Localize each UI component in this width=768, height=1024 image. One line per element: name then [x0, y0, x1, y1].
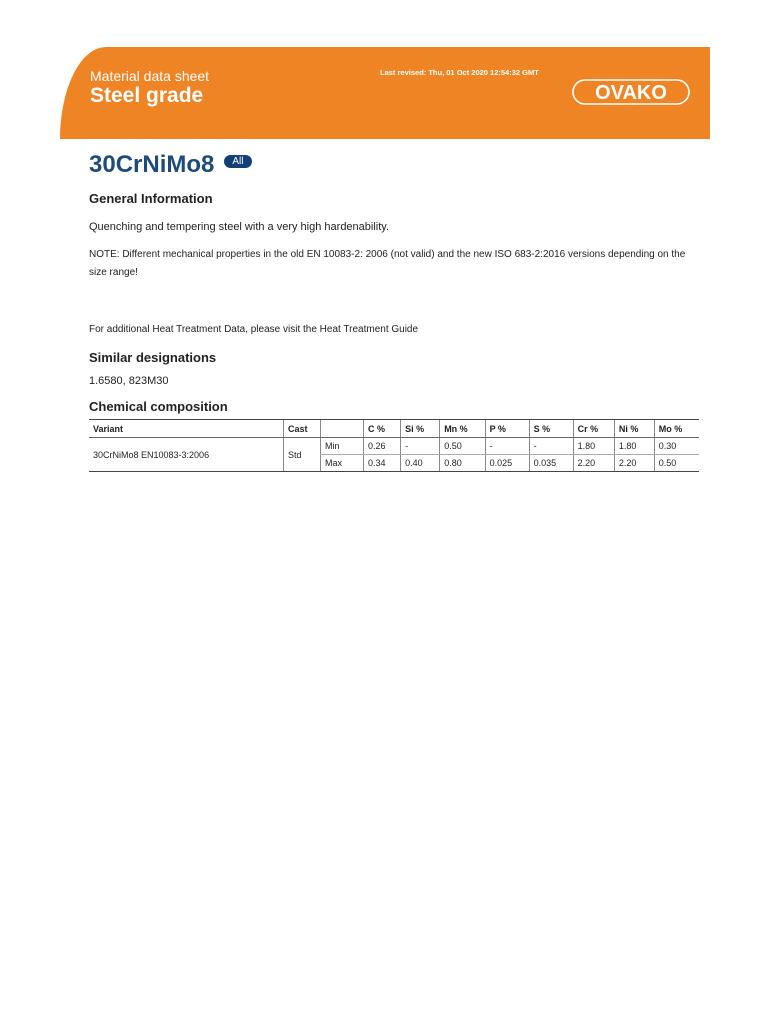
value-cell: 0.40 — [401, 455, 440, 472]
general-info-heading: General Information — [89, 191, 213, 206]
value-cell: 0.50 — [654, 455, 699, 472]
doc-title: Steel grade — [90, 84, 204, 107]
bound-label: Max — [321, 455, 364, 472]
col-variant: Variant — [89, 420, 284, 438]
col-c: C % — [364, 420, 401, 438]
col-cr: Cr % — [573, 420, 614, 438]
col-ni: Ni % — [614, 420, 654, 438]
value-cell: - — [529, 438, 573, 455]
value-cell: 0.80 — [440, 455, 485, 472]
general-note: NOTE: Different mechanical properties in the old EN 10083-2: 2006 (not valid) and the new ISO 683-2:2016 versions depending on the size range! — [89, 249, 686, 278]
bound-label: Min — [321, 438, 364, 455]
value-cell: 2.20 — [614, 455, 654, 472]
value-cell: 1.80 — [573, 438, 614, 455]
value-cell: 0.50 — [440, 438, 485, 455]
general-description: Quenching and tempering steel with a very high hardenability. — [89, 221, 390, 233]
value-cell: 0.035 — [529, 455, 573, 472]
value-cell: 0.025 — [485, 455, 529, 472]
value-cell: 2.20 — [573, 455, 614, 472]
col-mo: Mo % — [654, 420, 699, 438]
table-row — [89, 438, 699, 455]
value-cell: - — [401, 438, 440, 455]
grade-badge: All — [224, 155, 251, 168]
value-cell: 0.26 — [364, 438, 401, 455]
cast-cell: Std — [284, 438, 321, 472]
main-content — [89, 150, 699, 468]
header-banner — [60, 47, 710, 139]
col-s: S % — [529, 420, 573, 438]
col-cast: Cast — [284, 420, 321, 438]
chemical-table — [89, 419, 699, 472]
doc-type: Material data sheet — [90, 68, 210, 84]
variant-cell: 30CrNiMo8 EN10083-3:2006 — [89, 438, 284, 472]
similar-heading: Similar designations — [89, 350, 217, 365]
ovako-logo — [572, 79, 690, 105]
grade-name: 30CrNiMo8 — [89, 151, 215, 178]
value-cell: - — [485, 438, 529, 455]
col-p: P % — [485, 420, 529, 438]
chemical-heading: Chemical composition — [89, 399, 228, 414]
grade-row — [89, 150, 699, 180]
value-cell: 1.80 — [614, 438, 654, 455]
value-cell: 0.30 — [654, 438, 699, 455]
similar-value: 1.6580, 823M30 — [89, 375, 169, 387]
value-cell: 0.34 — [364, 455, 401, 472]
logo-text: OVAKO — [595, 82, 667, 104]
table-header-row — [89, 420, 699, 438]
last-revised: Last revised: Thu, 01 Oct 2020 12:54:32 GMT — [380, 68, 539, 77]
col-bound — [321, 420, 364, 438]
heat-treatment-link[interactable]: For additional Heat Treatment Data, please visit the Heat Treatment Guide — [89, 324, 419, 335]
col-si: Si % — [401, 420, 440, 438]
col-mn: Mn % — [440, 420, 485, 438]
